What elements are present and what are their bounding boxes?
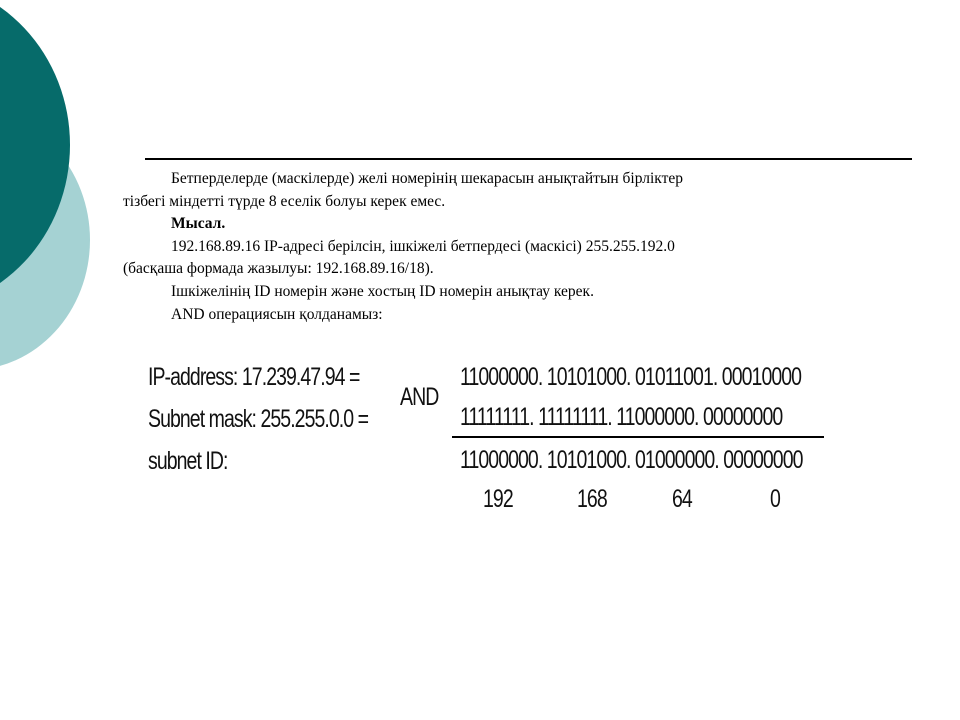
ip-bits: 11000000. 10101000. 01011001. 00010000 <box>460 363 802 391</box>
text-line: Бетперделерде (маскілерде) желі номерінің шекарасын анықтайтын бірліктер <box>171 170 684 187</box>
example-heading: Мысал. <box>171 215 226 233</box>
calculation-divider <box>452 436 824 438</box>
text-line: Ішкіжелінің ID номерін және хостың ID номерін анықтау керек. <box>171 282 594 300</box>
decimal-octet-1: 192 <box>483 485 513 513</box>
top-divider <box>145 158 912 160</box>
text-line: 192.168.89.16 IP-адресі берілсін, ішкіжелі бетпердесі (маскісі) 255.255.192.0 <box>171 237 675 255</box>
subnet-id-label: subnet ID: <box>148 447 228 475</box>
decimal-octet-3: 64 <box>672 485 692 513</box>
decimal-octet-2: 168 <box>577 485 607 513</box>
mask-bits: 11111111. 11111111. 11000000. 00000000 <box>460 403 783 431</box>
decimal-octet-4: 0 <box>770 485 780 513</box>
text-line: AND операциясын қолданамыз: <box>171 305 383 323</box>
subnet-mask-label: Subnet mask: 255.255.0.0 = <box>148 405 369 433</box>
and-operator: AND <box>400 383 439 411</box>
text-line: тізбегі міндетті түрде 8 еселік болуы керек емес. <box>123 192 446 210</box>
ip-address-label: IP-address: 17.239.47.94 = <box>148 363 360 391</box>
result-bits: 11000000. 10101000. 01000000. 00000000 <box>460 446 803 474</box>
text-line: (басқаша формада жазылуы: 192.168.89.16/18). <box>123 260 434 278</box>
body-text <box>123 168 823 326</box>
